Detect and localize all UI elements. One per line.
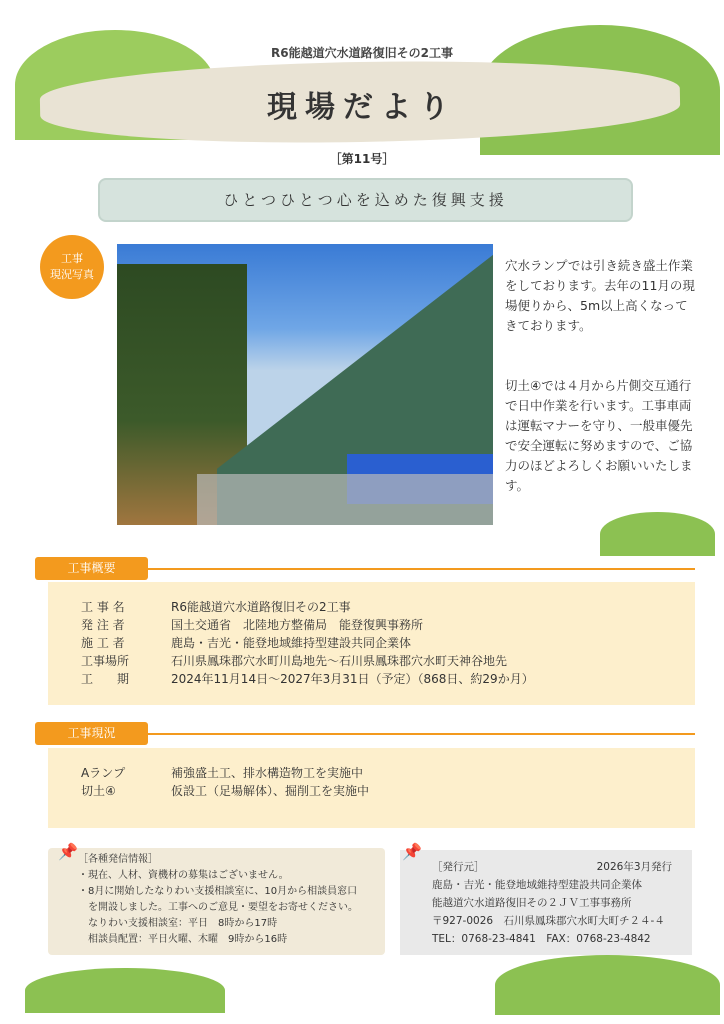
site-photo: [117, 244, 493, 525]
publisher-box: [400, 850, 692, 955]
notice-item: なりわい支援相談室：平日 8時から17時: [78, 918, 278, 929]
notice-item: 相談員配置：平日火曜、木曜 9時から16時: [78, 934, 288, 945]
intro-paragraph-1: 穴水ランプでは引き続き盛土作業をしております。去年の11月の現場便りから、5m以上高くなってきております。: [505, 258, 695, 333]
newsletter-subtitle: R6能越道穴水道路復旧その2工事: [271, 46, 453, 60]
publisher-line: TEL：0768-23-4841 FAX：0768-23-4842: [432, 933, 651, 945]
overview-row: [81, 598, 695, 616]
publish-date: 2026年3月発行: [596, 861, 672, 873]
status-row: [81, 764, 695, 782]
notice-title: ［各種発信情報］: [78, 854, 158, 865]
publisher-line: 能越道穴水道路復旧その２ＪＶ工事事務所: [432, 897, 632, 909]
pushpin-icon: 📌: [402, 842, 422, 861]
row-value: 仮設工（足場解体）、掘削工を実施中: [171, 784, 370, 798]
row-key: 切土④: [81, 784, 116, 798]
row-value: 鹿島・吉光・能登地域維持型建設共同企業体: [171, 636, 412, 650]
status-box: [48, 748, 695, 828]
overview-row: [81, 634, 695, 652]
row-key: 工 期: [81, 672, 130, 686]
pushpin-icon: 📌: [58, 842, 78, 861]
status-label: 工事現況: [35, 722, 148, 745]
overview-row: [81, 616, 695, 634]
divider: [148, 733, 695, 735]
row-key: 施 工 者: [81, 636, 125, 650]
row-key: 工事場所: [81, 654, 130, 668]
photo-badge: [40, 235, 104, 299]
issue-number: ［第11号］: [329, 152, 395, 166]
row-key: 工 事 名: [81, 600, 125, 614]
overview-label: 工事概要: [35, 557, 148, 580]
row-key: 発 注 者: [81, 618, 125, 632]
headline-banner: ひとつひとつ心を込めた復興支援: [98, 178, 633, 222]
hill-decoration-bottom-right: [495, 955, 720, 1015]
newsletter-title: 現場だより: [267, 90, 457, 125]
overview-row: [81, 652, 695, 670]
row-key: Aランプ: [81, 766, 126, 780]
notice-item: ・現在、人材、資機材の募集はございません。: [78, 870, 289, 881]
hill-decoration-bottom-left: [25, 968, 225, 1013]
overview-box: [48, 582, 695, 705]
row-value: 石川県鳳珠郡穴水町川島地先～石川県鳳珠郡穴水町天神谷地先: [171, 654, 508, 668]
notice-item: を開設しました。工事へのご意見・要望をお寄せください。: [78, 902, 358, 913]
intro-paragraph-2: 切土④では４月から片側交互通行で日中作業を行います。工事車両は運転マナーを守り、一般車優先で安全運転に努めますので、ご協力のほどよろしくお願いいたします。: [505, 378, 693, 493]
notice-item: ・8月に開始したなりわい支援相談室に、10月から相談員窓口: [78, 886, 358, 897]
hill-decoration-mid: [600, 512, 715, 556]
publisher-line: 鹿島・吉光・能登地域維持型建設共同企業体: [432, 879, 642, 891]
overview-row: [81, 670, 695, 688]
status-row: [81, 782, 695, 800]
intro-text: [505, 256, 700, 496]
row-value: R6能越道穴水道路復旧その2工事: [171, 600, 351, 614]
row-value: 補強盛土工、排水構造物工を実施中: [171, 766, 364, 780]
publisher-title: ［発行元］: [432, 861, 485, 873]
publisher-line: 〒927-0026 石川県鳳珠郡穴水町大町チ２４-４: [432, 915, 665, 927]
notice-box: [48, 848, 385, 955]
row-value: 2024年11月14日～2027年3月31日（予定）（868日、約29か月）: [171, 672, 534, 686]
divider: [148, 568, 695, 570]
badge-line1: 工事: [61, 252, 83, 265]
row-value: 国土交通省 北陸地方整備局 能登復興事務所: [171, 618, 424, 632]
badge-line2: 現況写真: [50, 268, 94, 281]
